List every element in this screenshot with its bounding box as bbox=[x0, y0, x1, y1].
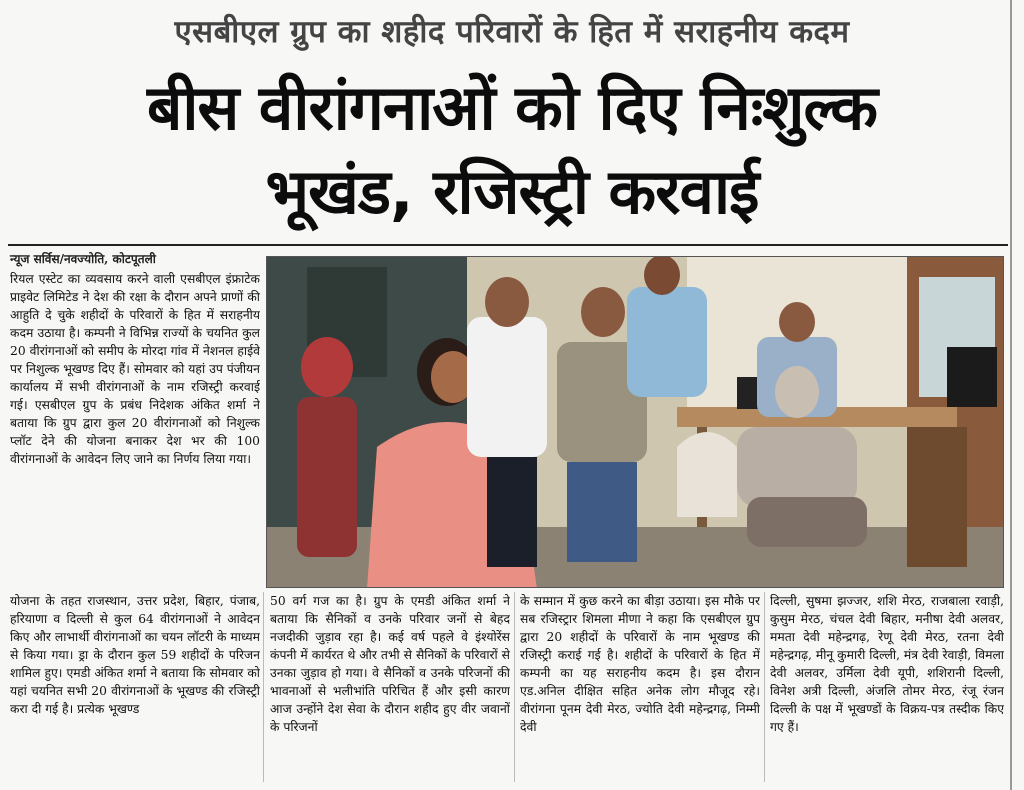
column-4-text: दिल्ली, सुषमा झज्जर, शशि मेरठ, राजबाला रवाड़ी, कुसुम मेरठ, चंचल देवी बिहार, मनीषा देवी अलवर, ममता देवी महेन्द्रगढ़, रेणू देवी मेरठ, रतना देवी महेन्द्रगढ़, मीनू कुमारी दिल्ली, मंत्र देवी रेवाड़ी, विमला देवी अलवर, उर्मिला देवी यूपी, शशिरानी दिल्ली, विनेश अत्री दिल्ली, अंजलि तोमर मेरठ, रंजू रंजन दिल्ली के पक्ष में भूखण्डों के विक्रय-पत्र तस्दीक किए गए हैं। bbox=[770, 594, 1004, 734]
column-2-text: 50 वर्ग गज का है। ग्रुप के एमडी अंकित शर्मा ने बताया कि सैनिकों व उनके परिवार जनों से बेहद नजदीकी जुड़ाव रहा है। कई वर्ष पहले वे इंश्योरेंस कंपनी में कार्यरत थे और तभी से सैनिकों के परिवारों से उनका जुड़ाव हो गया। वे सैनिकों व उनके परिजनों की भावनाओं से भलीभांति परिचित हैं और इसी कारण आज उन्होंने देश सेवा के दौरान शहीद हुए वीर जवानों के परिजनों bbox=[270, 594, 510, 734]
column-1-top-text: रियल एस्टेट का व्यवसाय करने वाली एसबीएल इंफ्राटेक प्राइवेट लिमिटेड ने देश की रक्षा के दौरान अपने प्राणों की आहुति दे चुके शहीदों के परिवारों के हित में सराहनीय कदम उठाया है। कम्पनी ने विभिन्न राज्यों के चयनित कुल 20 वीरांगनाओं को समीप के मोरदा गांव में नेशनल हाईवे पर निशुल्क भूखण्ड दिए हैं। सोमवार को यहां उप पंजीयन कार्यालय में सभी वीरांगनाओं के नाम रजिस्ट्री करवाई गई। एसबीएल ग्रुप के प्रबंध निदेशक अंकित शर्मा ने बताया कि ग्रुप द्वारा कुल 20 वीरांगनाओं को निशुल्क प्लॉट देने की योजना बनाकर देश भर की 100 वीरांगनाओं के आवेदन लिए जाने का निर्णय लिया गया। bbox=[10, 272, 260, 466]
column-separator-3 bbox=[764, 592, 765, 782]
column-4 bbox=[770, 592, 1004, 784]
column-1-bottom bbox=[10, 592, 260, 784]
column-separator-2 bbox=[514, 592, 515, 782]
headline-divider bbox=[8, 244, 1008, 246]
column-separator-1 bbox=[263, 592, 264, 782]
column-3-text: के सम्मान में कुछ करने का बीड़ा उठाया। इस मौके पर सब रजिस्ट्रार शिमला मीणा ने कहा कि एसबीएल ग्रुप द्वारा 20 शहीदों के परिवारों के नाम भूखण्ड की रजिस्ट्री कराई गई है। शहीदों के परिवारों के हित में कम्पनी का यह सराहनीय कदम है। इस दौरान एड.अनिल दीक्षित सहित अनेक लोग मौजूद रहे। वीरांगना पूनम देवी मेरठ, ज्योति देवी महेन्द्रगढ़, निम्मी देवी bbox=[520, 594, 760, 734]
column-3 bbox=[520, 592, 760, 784]
news-photo bbox=[266, 256, 1004, 588]
dateline: न्यूज सर्विस/नवज्योति, कोटपूतली bbox=[10, 252, 156, 266]
article-kicker: एसबीएल ग्रुप का शहीद परिवारों के हित में सराहनीय कदम bbox=[174, 14, 850, 50]
column-1-bottom-text: योजना के तहत राजस्थान, उत्तर प्रदेश, बिहार, पंजाब, हरियाणा व दिल्ली से कुल 64 वीरांगनाओं ने आवेदन किए और लाभार्थी वीरांगनाओं का चयन लॉटरी के माध्यम से किया गया। ड्रा के दौरान कुल 59 शहीदों के परिजन शामिल हुए। एमडी अंकित शर्मा ने बताया कि सोमवार को यहां चयनित सभी 20 वीरांगनाओं के भूखण्ड की रजिस्ट्री करा दी गई है। प्रत्येक भूखण्ड bbox=[10, 594, 260, 716]
column-1-top bbox=[10, 270, 260, 590]
article-headline-line1: बीस वीरांगनाओं को दिए निःशुल्क bbox=[146, 71, 878, 144]
column-2 bbox=[270, 592, 510, 784]
article-headline-line2: भूखंड, रजिस्ट्री करवाई bbox=[265, 155, 759, 228]
